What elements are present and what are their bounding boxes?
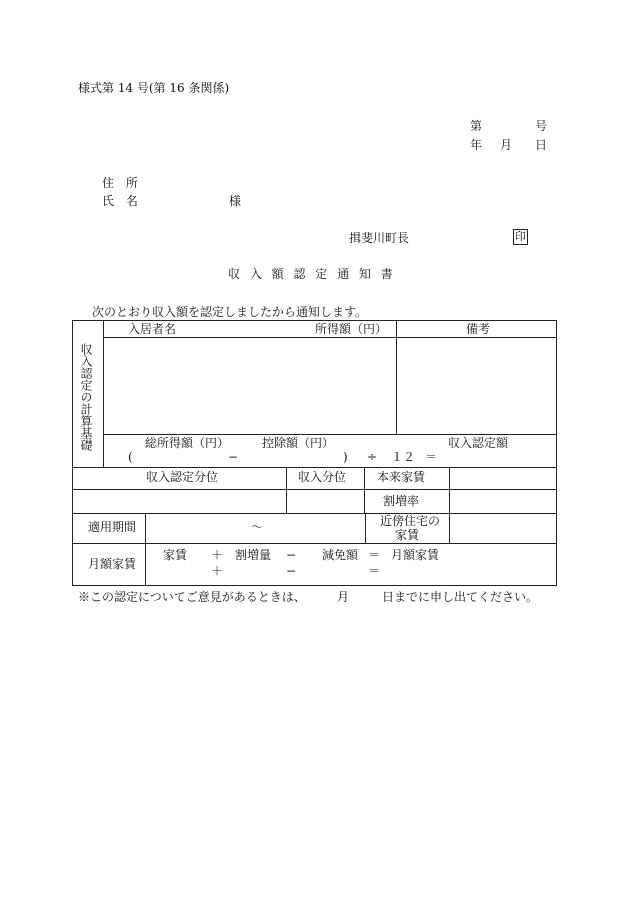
date-day: 日	[535, 138, 548, 152]
applicable-period-label: 適用期間	[88, 520, 137, 534]
col-remarks: 備考	[466, 322, 491, 336]
income-certification-table	[72, 320, 557, 586]
minus-sign-value: −	[286, 564, 297, 578]
total-income-label: 総所得額（円）	[145, 436, 230, 450]
doc-number-suffix: 号	[535, 119, 548, 133]
intro-text: 次のとおり収入額を認定しましたから通知します。	[92, 305, 368, 319]
address-label: 住 所	[102, 176, 142, 190]
formula-divide: ÷	[367, 450, 378, 464]
income-rank-label: 収入分位	[298, 470, 347, 484]
name-label: 氏 名	[102, 194, 142, 208]
divider	[103, 337, 557, 338]
formula-open-paren: (	[128, 450, 133, 464]
footer-note-prefix: ※この認定についてご意見があるときは、	[78, 590, 306, 604]
doc-number-prefix: 第	[470, 119, 483, 133]
formula-equals: ＝	[425, 450, 438, 464]
divider	[365, 513, 366, 543]
divider	[449, 467, 450, 543]
formula-close-paren: )	[343, 450, 348, 464]
divider	[145, 513, 146, 543]
minus-sign: −	[286, 548, 297, 562]
issuer-title: 揖斐川町長	[349, 231, 410, 245]
divider	[145, 543, 146, 586]
formula-minus: −	[228, 450, 239, 464]
nearby-rent-label-line2: 家賃	[395, 528, 420, 542]
reduction-term: 減免額	[322, 548, 359, 562]
calculation-basis-label: 収入認定の計算基礎	[79, 343, 93, 451]
honorific: 様	[229, 194, 242, 208]
equals-sign: ＝	[368, 548, 381, 562]
period-tilde: 〜	[251, 520, 264, 534]
income-category-label: 収入認定分位	[146, 470, 219, 484]
monthly-rent-term: 月額家賃	[391, 548, 440, 562]
divider	[396, 321, 397, 434]
divider	[286, 467, 287, 513]
nearby-rent-label-line1: 近傍住宅の	[380, 514, 441, 528]
date-month: 月	[500, 138, 513, 152]
monthly-rent-row-label: 月額家賃	[88, 557, 137, 571]
divider	[73, 489, 557, 490]
surcharge-amount-term: 割増量	[235, 548, 272, 562]
footer-note-month: 月	[337, 590, 350, 604]
plus-sign-value: ＋	[211, 564, 224, 578]
equals-sign-value: ＝	[368, 564, 381, 578]
divider	[103, 434, 557, 435]
base-rent-label: 本来家賃	[377, 470, 426, 484]
date-year: 年	[470, 138, 483, 152]
divider	[73, 467, 557, 468]
formula-twelve: １２	[391, 450, 416, 464]
rent-term: 家賃	[163, 548, 188, 562]
plus-sign: ＋	[211, 548, 224, 562]
form-number: 様式第 14 号(第 16 条関係)	[78, 81, 230, 95]
certified-income-label: 収入認定額	[448, 436, 509, 450]
col-resident-name: 入居者名	[128, 322, 177, 336]
footer-note-suffix: 日までに申し出てください。	[382, 590, 539, 604]
document-title: 収 入 額 認 定 通 知 書	[228, 267, 396, 281]
divider	[364, 467, 365, 513]
surcharge-rate-label: 割増率	[383, 494, 420, 508]
seal-stamp: 印	[515, 230, 526, 243]
divider	[103, 321, 104, 467]
deduction-label: 控除額（円）	[262, 436, 335, 450]
col-income-amount: 所得額（円）	[315, 322, 388, 336]
